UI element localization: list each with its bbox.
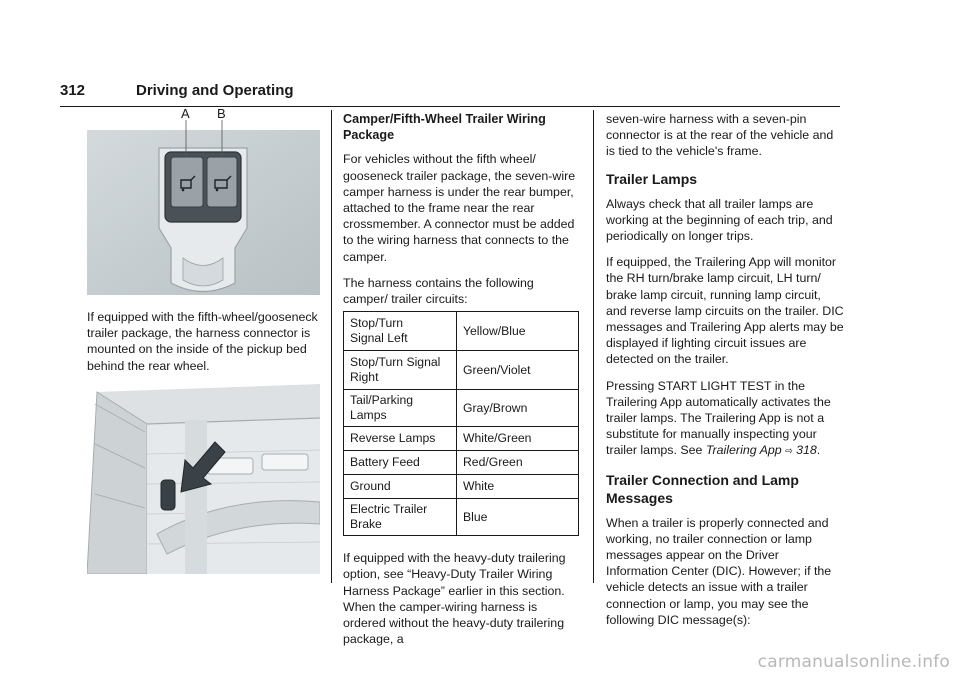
harness-connector-illustration bbox=[87, 108, 320, 295]
column-1 bbox=[87, 106, 320, 574]
table-row bbox=[344, 390, 579, 427]
trailering-app-page[interactable]: 318 bbox=[796, 443, 817, 458]
circuit-color: Blue bbox=[457, 499, 579, 536]
circuit-color: Green/Violet bbox=[457, 351, 579, 390]
connection-messages-text: When a trailer is properly connected and working, no trailer connection or lamp messages appear on the Driver Information Center (DIC). However; if the vehicle detects an issue with a trailer connection or lamp, you may see the following DIC message(s): bbox=[606, 515, 832, 627]
light-test-text: Pressing START LIGHT TEST in the Trailering App automatically activates the trailer lamps. The Trailering App is not a substitute for manually inspecting your trailer lamps. See Trailering App ⇨ 318. bbox=[606, 378, 831, 458]
table-row bbox=[344, 499, 579, 536]
connection-messages-heading: Trailer Connection and Lamp Messages bbox=[606, 471, 799, 506]
table-row bbox=[344, 351, 579, 390]
column-3 bbox=[606, 111, 844, 638]
connector-location-text: If equipped with the fifth-wheel/gooseneck trailer package, the harness connector is mounted on the inside of the pickup bed behind the rear wheel. bbox=[87, 310, 318, 373]
table-row bbox=[344, 451, 579, 475]
camper-harness-text: For vehicles without the fifth wheel/ gooseneck trailer package, the seven-wire camper harness is under the rear bumper, attached to the frame near the rear crossmember. A connector must be added to the wiring harness that connects to the camper. bbox=[343, 152, 576, 264]
page-ref-icon: ⇨ bbox=[785, 446, 793, 458]
section-title: Driving and Operating bbox=[136, 82, 294, 99]
light-test-body: Pressing START LIGHT TEST in the Trailering App automatically activates the trailer lamps. The Trailering App is not a substitute for manually inspecting your trailer lamps. See bbox=[606, 378, 831, 458]
circuit-name: Stop/Turn Signal Left bbox=[344, 312, 457, 351]
circuit-color: White bbox=[457, 475, 579, 499]
circuit-name: Stop/Turn Signal Right bbox=[344, 351, 457, 390]
pickup-bed-figure bbox=[87, 384, 320, 574]
connector-figure bbox=[87, 108, 320, 295]
page-number: 312 bbox=[60, 82, 86, 99]
table-row bbox=[344, 427, 579, 451]
circuit-color: White/Green bbox=[457, 427, 579, 451]
circuit-color: Yellow/Blue bbox=[457, 312, 579, 351]
circuits-intro-text: The harness contains the following camper/ trailer circuits: bbox=[343, 275, 534, 307]
trailering-app-monitor-text: If equipped, the Trailering App will monitor the RH turn/brake lamp circuit, LH turn/ brake lamp circuit, running lamp circuit, and reverse lamp circuits on the trailer. DIC messages and Trailering App alerts may be displayed if lighting circuit issues are detected on the trailer. bbox=[606, 255, 844, 367]
circuit-name: Tail/Parking Lamps bbox=[344, 390, 457, 427]
circuit-name: Reverse Lamps bbox=[344, 427, 457, 451]
lamp-check-text: Always check that all trailer lamps are working at the beginning of each trip, and periodically on longer trips. bbox=[606, 196, 833, 244]
pickup-bed-illustration bbox=[87, 384, 320, 574]
circuit-color: Gray/Brown bbox=[457, 390, 579, 427]
watermark: carmanualsonline.info bbox=[757, 652, 950, 672]
figure-label-a: A bbox=[181, 106, 190, 121]
camper-wiring-heading: Camper/Fifth-Wheel Trailer Wiring Package bbox=[343, 112, 546, 143]
column-2 bbox=[343, 111, 579, 657]
seven-wire-text: seven-wire harness with a seven-pin connector is at the rear of the vehicle and is tied to the vehicle's frame. bbox=[606, 112, 834, 159]
trailering-app-link[interactable]: Trailering App bbox=[705, 443, 782, 458]
circuit-name: Electric Trailer Brake bbox=[344, 499, 457, 536]
circuit-name: Ground bbox=[344, 475, 457, 499]
table-row bbox=[344, 312, 579, 351]
circuit-table bbox=[343, 311, 579, 536]
heavy-duty-text: If equipped with the heavy-duty trailering option, see “Heavy-Duty Trailer Wiring Harness Package” earlier in this section. When the camper-wiring harness is ordered without the heavy-duty trailering package, a bbox=[343, 551, 566, 647]
circuit-name: Battery Feed bbox=[344, 451, 457, 475]
table-row bbox=[344, 475, 579, 499]
column-divider-1 bbox=[331, 110, 332, 583]
page-header bbox=[60, 82, 840, 107]
column-divider-2 bbox=[593, 110, 594, 583]
trailer-lamps-heading: Trailer Lamps bbox=[606, 170, 698, 187]
circuit-color: Red/Green bbox=[457, 451, 579, 475]
figure-label-b: B bbox=[217, 106, 226, 121]
